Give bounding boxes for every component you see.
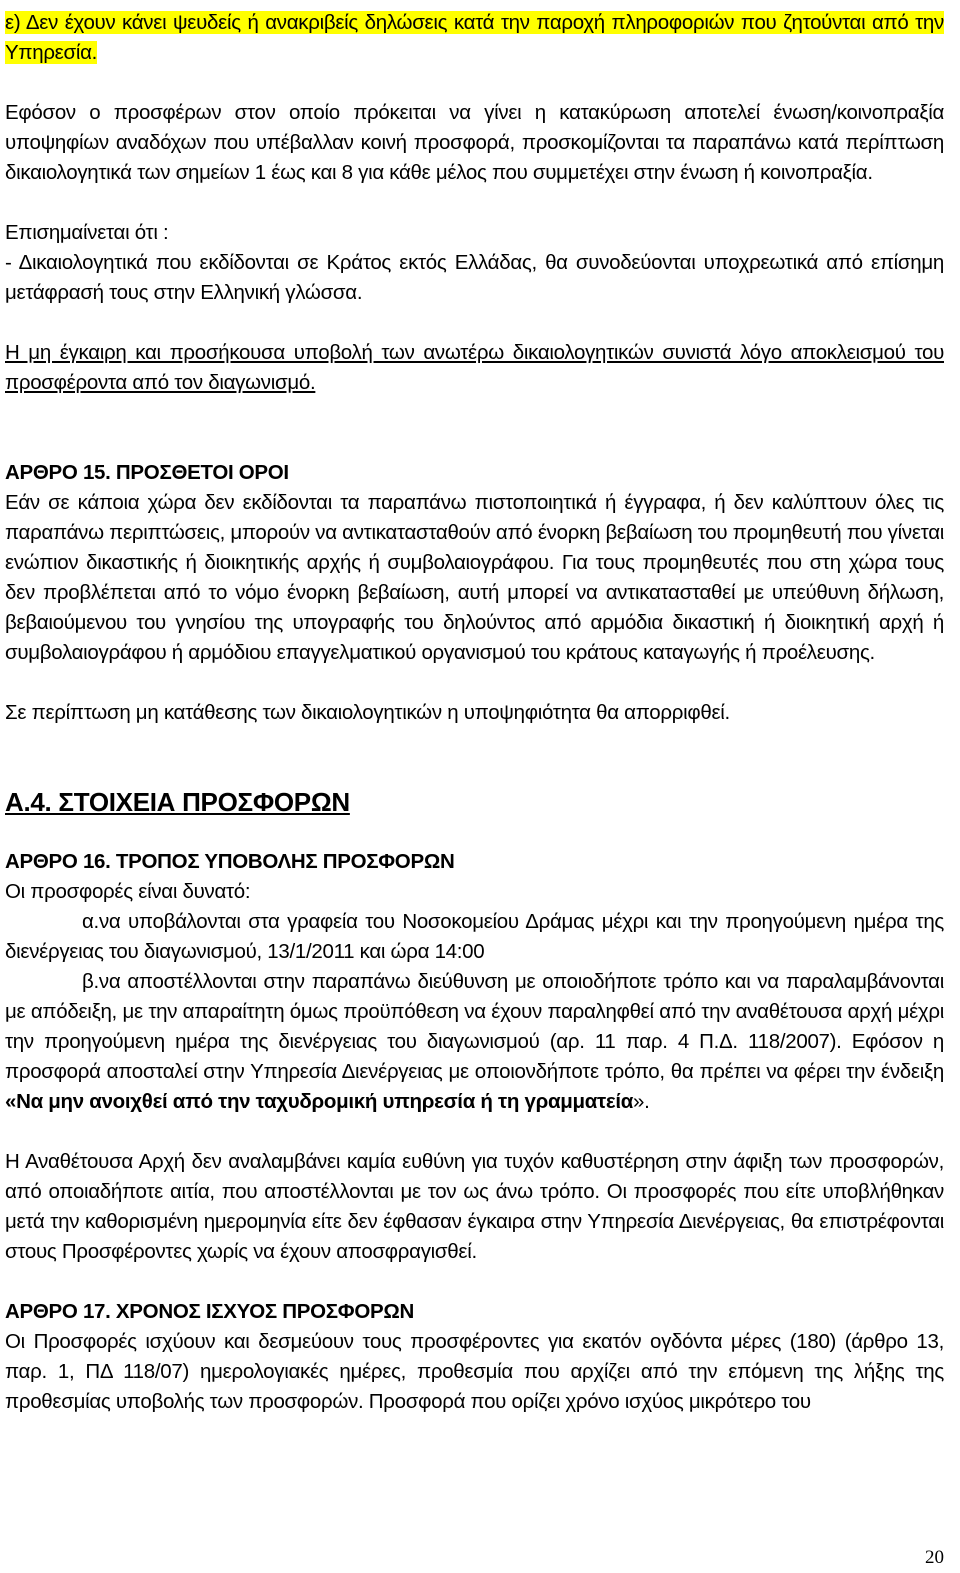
item-b-bold-text: «Να μην ανοιχθεί από την ταχυδρομική υπηρεσία ή τη γραμματεία [5, 1090, 634, 1113]
article-16-item-a: α.να υποβάλονται στα γραφεία του Νοσοκομείου Δράμας μέχρι και την προηγούμενη ημέρα της διενέργειας του διαγωνισμού, 13/1/2011 και ώρα 14:00 [5, 910, 944, 963]
article-15-paragraph-2: Σε περίπτωση μη κατάθεσης των δικαιολογητικών η υποψηφιότητα θα απορριφθεί. [5, 701, 730, 724]
page-number: 20 [925, 1547, 944, 1568]
article-15-paragraph-1: Εάν σε κάποια χώρα δεν εκδίδονται τα παραπάνω πιστοποιητικά ή έγγραφα, ή δεν καλύπτουν όλες τις παραπάνω περιπτώσεις, μπορούν να αντικατασταθούν από ένορκη βεβαίωση του προμηθευτή που γίνεται ενώπιον δικαστικής ή διοικητικής αρχής ή συμβολαιογράφου. Για τους προμηθευτές που στη χώρα τους δεν προβλέπεται από το νόμο ένορκη βεβαίωση, αυτή μπορεί να αντικατασταθεί με υπεύθυνη δήλωση, βεβαιούμενου του γνησίου της υπογραφής του δηλούντος από αρμόδια δικαστική ή διοικητική αρχή ή συμβολαιογράφου ή αρμόδιου επαγγελματικού οργανισμού του κράτους καταγωγής ή προέλευσης. [5, 491, 944, 664]
section-a4-heading: Α.4. ΣΤΟΙΧΕΙΑ ΠΡΟΣΦΟΡΩΝ [5, 787, 350, 817]
note-label: Επισημαίνεται ότι : [5, 221, 169, 244]
document-page [5, 8, 944, 1417]
note-text: - Δικαιολογητικά που εκδίδονται σε Κράτος εκτός Ελλάδας, θα συνοδεύονται υποχρεωτικά από επίσημη μετάφρασή τους στην Ελληνική γλώσσα. [5, 251, 944, 304]
article-16-item-b [5, 967, 944, 1117]
article-16-intro: Οι προσφορές είναι δυνατό: [5, 880, 251, 903]
article-17-title: ΑΡΘΡΟ 17. ΧΡΟΝΟΣ ΙΣΧΥΟΣ ΠΡΟΣΦΟΡΩΝ [5, 1300, 414, 1323]
item-b-text: β.να αποστέλλονται στην παραπάνω διεύθυνση με οποιοδήποτε τρόπο και να παραλαμβάνονται με απόδειξη, με την απαραίτητη όμως προϋπόθεση να έχουν παραληφθεί από την αναθέτουσα αρχή μέχρι την προηγούμενη ημέρα της διενέργειας του διαγωνισμού (αρ. 11 παρ. 4 Π.Δ. 118/2007). Εφόσον η προσφορά αποσταλεί στην Υπηρεσία Διενέργειας με οποιονδήποτε τρόπο, θα πρέπει να φέρει την ένδειξη [5, 970, 944, 1083]
item-b-end: ». [633, 1090, 650, 1113]
article-16-liability: Η Αναθέτουσα Αρχή δεν αναλαμβάνει καμία ευθύνη για τυχόν καθυστέρηση στην άφιξη των προσφορών, από οποιαδήποτε αιτία, που αποστέλλονται με τον ως άνω τρόπο. Οι προσφορές που είτε υποβλήθηκαν μετά την καθορισμένη ημερομηνία είτε δεν έφθασαν έγκαιρα στην Υπηρεσία Διενέργειας, θα επιστρέφονται στους Προσφέροντες χωρίς να έχουν αποσφραγισθεί. [5, 1150, 944, 1263]
article-15-title: ΑΡΘΡΟ 15. ΠΡΟΣΘΕΤΟΙ ΟΡΟΙ [5, 461, 289, 484]
highlighted-text: ε) Δεν έχουν κάνει ψευδείς ή ανακριβείς δηλώσεις κατά την παροχή πληροφοριών που ζητούνται από την Υπηρεσία. [5, 11, 944, 64]
paragraph-item-e [5, 8, 944, 68]
article-17-paragraph-1: Οι Προσφορές ισχύουν και δεσμεύουν τους προσφέροντες για εκατόν ογδόντα μέρες (180) (άρθρο 13, παρ. 1, ΠΔ 118/07) ημερολογιακές ημέρες, προθεσμία που αρχίζει από την επόμενη της λήξης της προθεσμίας υποβολής των προσφορών. Προσφορά που ορίζει χρόνο ισχύος μικρότερο του [5, 1330, 944, 1413]
article-16-title: ΑΡΘΡΟ 16. ΤΡΟΠΟΣ ΥΠΟΒΟΛΗΣ ΠΡΟΣΦΟΡΩΝ [5, 850, 455, 873]
paragraph-exclusion: Η μη έγκαιρη και προσήκουσα υποβολή των ανωτέρω δικαιολογητικών συνιστά λόγο αποκλεισμού του προσφέροντα από τον διαγωνισμό. [5, 341, 944, 394]
paragraph-union: Εφόσον ο προσφέρων στον οποίο πρόκειται να γίνει η κατακύρωση αποτελεί ένωση/κοινοπραξία υποψηφίων αναδόχων που υπέβαλλαν κοινή προσφορά, προσκομίζονται τα παραπάνω κατά περίπτωση δικαιολογητικά των σημείων 1 έως και 8 για κάθε μέλος που συμμετέχει στην ένωση ή κοινοπραξία. [5, 101, 944, 184]
